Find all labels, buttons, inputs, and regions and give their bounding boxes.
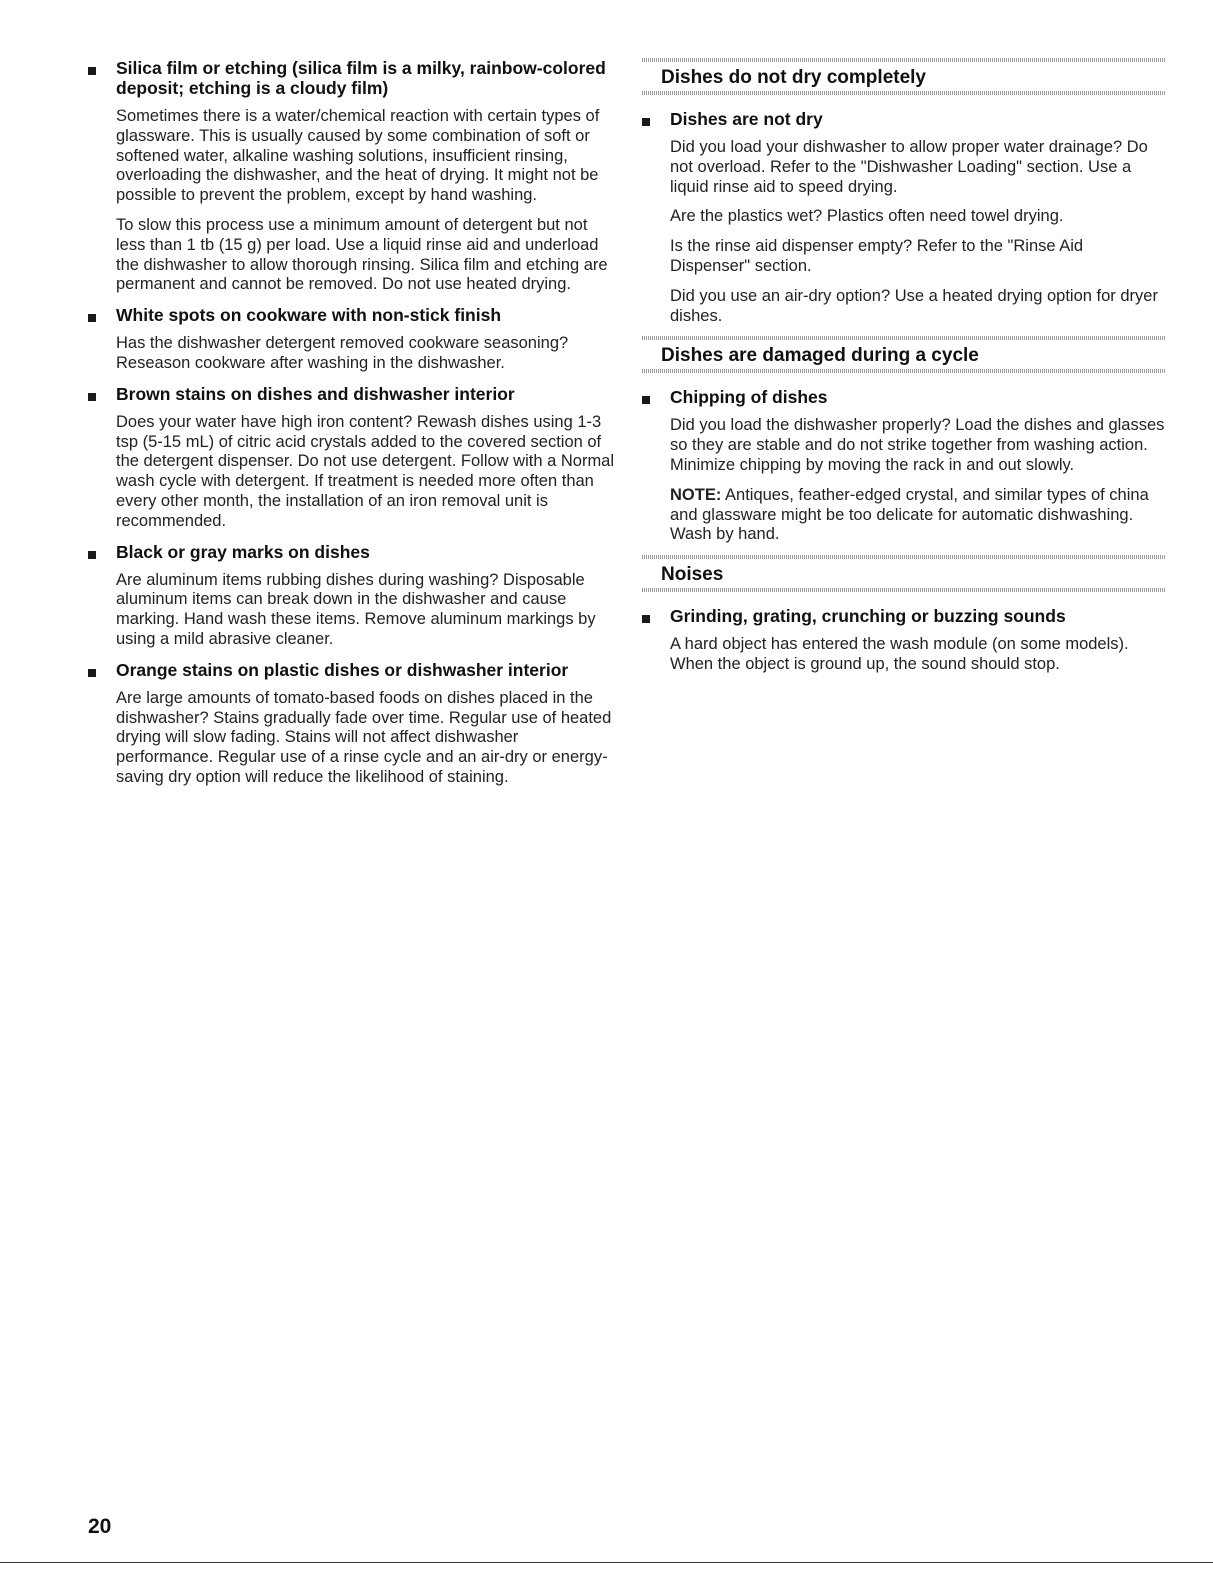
issue-title: Black or gray marks on dishes (116, 541, 370, 562)
bullet-icon (642, 118, 650, 126)
note-text (670, 486, 1166, 545)
issue-silica-film (88, 58, 616, 295)
note-body: Antiques, feather-edged crystal, and similar types of china and glassware might be too delicate for automatic dishwashing. Wash by hand. (670, 485, 1149, 544)
issue-orange-stains (88, 660, 616, 788)
bullet-icon (642, 396, 650, 404)
section-heading: Dishes are damaged during a cycle (661, 345, 979, 367)
page-number: 20 (88, 1515, 112, 1538)
issue-text: Are the plastics wet? Plastics often need towel drying. (670, 207, 1064, 226)
issue-chipping (642, 387, 1166, 545)
issue-text: To slow this process use a minimum amount of detergent but not less than 1 tb (15 g) per load. Use a liquid rinse aid and underload the dishwasher to allow thorough rinsing. Silica film and etching are permanent and cannot be removed. Do not use heated drying. (116, 215, 608, 294)
issue-text: Did you load the dishwasher properly? Load the dishes and glasses so they are stable and do not strike together from washing action. Minimize chipping by moving the rack in and out slowly. (670, 416, 1165, 474)
section-divider (642, 588, 1166, 592)
section-divider (642, 555, 1166, 559)
section-noises (642, 555, 1166, 675)
issue-title: Brown stains on dishes and dishwasher interior (116, 383, 515, 404)
issue-text: Did you use an air-dry option? Use a heated drying option for dryer dishes. (670, 286, 1158, 325)
bullet-icon (642, 615, 650, 623)
bullet-icon (88, 67, 96, 75)
issue-text: Does your water have high iron content? Rewash dishes using 1-3 tsp (5-15 mL) of citric acid crystals added to the covered section of the detergent dispenser. Do not use detergent. Follow with a Normal wash cycle with detergent. If treatment is needed more often than every other month, the installation of an iron removal unit is recommended. (116, 412, 615, 530)
issue-title: Chipping of dishes (670, 387, 828, 408)
section-divider (642, 58, 1166, 62)
section-dishes-do-not-dry (642, 58, 1166, 326)
bullet-icon (88, 393, 96, 401)
issue-text: Is the rinse aid dispenser empty? Refer to the "Rinse Aid Dispenser" section. (670, 237, 1084, 275)
issue-text: Are large amounts of tomato-based foods on dishes placed in the dishwasher? Stains gradually fade over time. Regular use of heated drying will slow fading. Stains will not affect dishwasher performance. Regular use of a rinse cycle and an air-dry or energy-saving dry option will reduce the likelihood of staining. (116, 688, 612, 786)
bullet-icon (88, 669, 96, 677)
section-divider (642, 91, 1166, 95)
issue-title: White spots on cookware with non-stick finish (116, 305, 502, 326)
issue-text: Did you load your dishwasher to allow proper water drainage? Do not overload. Refer to the "Dishwasher Loading" section. Use a liquid rinse aid to speed drying. (670, 138, 1148, 196)
issue-text: Has the dishwasher detergent removed cookware seasoning? Reseason cookware after washing in the dishwasher. (116, 334, 569, 372)
section-divider (642, 336, 1166, 340)
issue-text: Sometimes there is a water/chemical reaction with certain types of glassware. This is usually caused by some combination of soft or softened water, alkaline washing solutions, insufficient rinsing, overloading the dishwasher, and the heat of drying. It might not be possible to prevent the problem, except by hand washing. (116, 107, 600, 205)
section-heading: Dishes do not dry completely (661, 67, 926, 88)
issue-title: Dishes are not dry (670, 109, 823, 129)
issue-brown-stains (88, 384, 616, 532)
footer-divider (0, 1562, 1213, 1563)
issue-dishes-not-dry (642, 109, 1166, 326)
left-column (88, 58, 616, 798)
issue-title: Silica film or etching (silica film is a milky, rainbow-colored deposit; etching is a cloudy film) (116, 58, 606, 98)
issue-title: Grinding, grating, crunching or buzzing sounds (670, 606, 1066, 627)
bullet-icon (88, 551, 96, 559)
note-label: NOTE: (670, 485, 722, 504)
section-heading: Noises (661, 564, 724, 586)
section-divider (642, 369, 1166, 373)
bullet-icon (88, 314, 96, 322)
issue-title: Orange stains on plastic dishes or dishwasher interior (116, 659, 569, 680)
issue-grinding-sounds (642, 606, 1166, 675)
issue-black-gray-marks (88, 542, 616, 650)
section-dishes-damaged (642, 336, 1166, 545)
issue-white-spots (88, 305, 616, 374)
issue-text: A hard object has entered the wash module (on some models). When the object is ground up, the sound should stop. (670, 635, 1129, 673)
issue-text: Are aluminum items rubbing dishes during washing? Disposable aluminum items can break down in the dishwasher and cause marking. Hand wash these items. Remove aluminum markings by using a mild abrasive cleaner. (116, 570, 596, 648)
right-column (642, 58, 1166, 685)
